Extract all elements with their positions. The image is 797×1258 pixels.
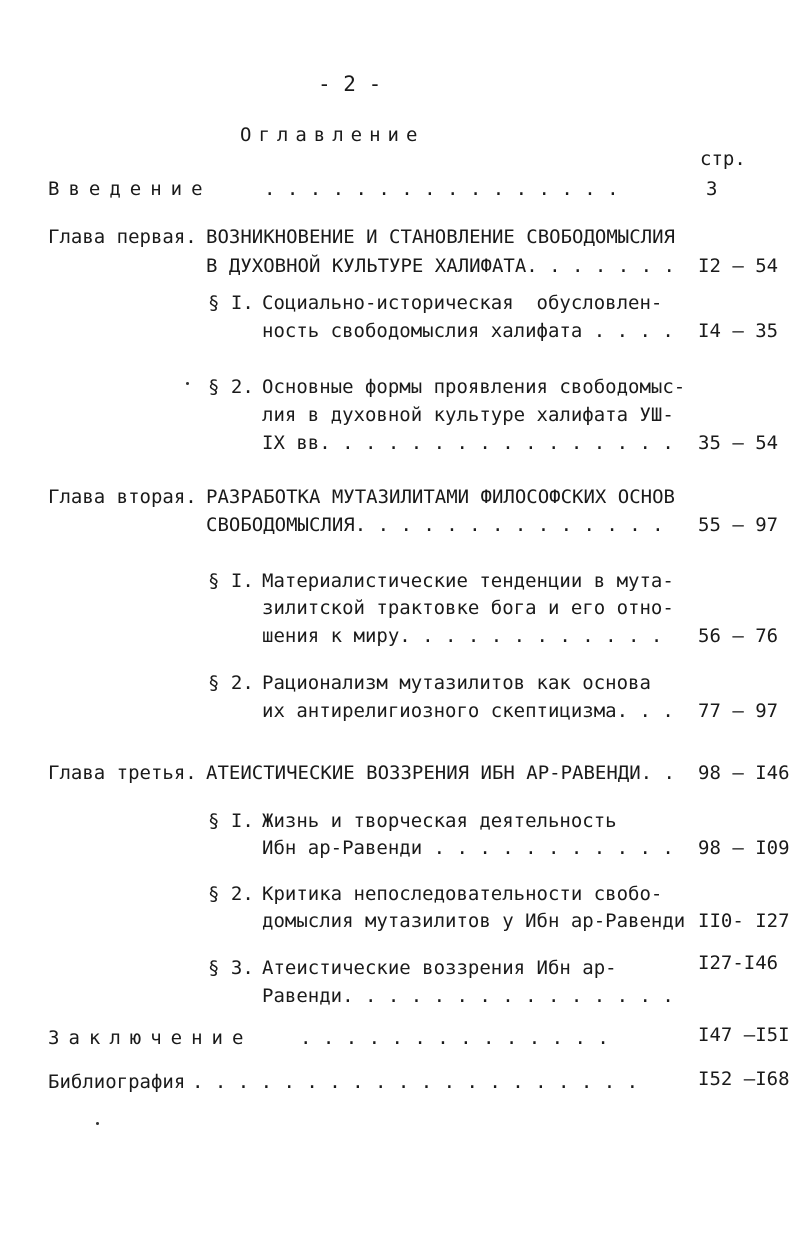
bibliography-pages: I52 –I68 xyxy=(698,1068,790,1090)
ch1-s2-line1: Основные формы проявления свободомыс- xyxy=(262,376,686,398)
intro-dots: . . . . . . . . . . . . . . . . xyxy=(264,178,619,200)
chapter-2-title-line1: РАЗРАБОТКА МУТАЗИЛИТАМИ ФИЛОСОФСКИХ ОСНОВ xyxy=(206,486,675,508)
ch2-s2-line1: Рационализм мутазилитов как основа xyxy=(262,672,651,694)
chapter-1-title-line2: В ДУХОВНОЙ КУЛЬТУРЕ ХАЛИФАТА. . . . . . . xyxy=(206,255,675,277)
chapter-3-pages: 98 – I46 xyxy=(698,762,790,784)
ch3-s1-line1: Жизнь и творческая деятельность xyxy=(262,810,617,832)
intro-pages: 3 xyxy=(706,178,718,200)
ch3-s3-pages: I27-I46 xyxy=(698,952,779,974)
conclusion-dots: . . . . . . . . . . . . . . xyxy=(300,1027,609,1049)
ch2-s1-line1: Материалистические тенденции в мута- xyxy=(262,570,674,592)
chapter-1-label: Глава первая. xyxy=(48,226,197,248)
ch3-s2-line2: домыслия мутазилитов у Ибн ар-Равенди xyxy=(262,910,686,932)
chapter-1-title-line1: ВОЗНИКНОВЕНИЕ И СТАНОВЛЕНИЕ СВОБОДОМЫСЛИЯ xyxy=(206,226,675,248)
scan-speck xyxy=(96,1122,99,1125)
bibliography-label: Библиография xyxy=(48,1071,186,1093)
intro-label: Введение xyxy=(48,178,212,200)
ch1-s2-line2: лия в духовной культуре халифата УШ- xyxy=(262,404,674,426)
ch2-s1-number: § I. xyxy=(208,570,254,592)
scan-speck xyxy=(186,382,189,385)
ch2-s2-number: § 2. xyxy=(208,672,254,694)
ch2-s1-pages: 56 – 76 xyxy=(698,625,779,647)
ch3-s2-line1: Критика непоследовательности свобо- xyxy=(262,883,663,905)
ch2-s1-line3: шения к миру. . . . . . . . . . . . xyxy=(262,625,663,647)
page-number: - 2 - xyxy=(318,72,382,96)
chapter-2-label: Глава вторая. xyxy=(48,486,197,508)
chapter-1-pages: I2 – 54 xyxy=(698,255,779,277)
ch3-s1-pages: 98 – I09 xyxy=(698,837,790,859)
bibliography-dots: . . . . . . . . . . . . . . . . . . . . xyxy=(192,1071,639,1093)
ch1-s1-line1: Социально-историческая обусловлен- xyxy=(262,292,663,314)
ch2-s2-pages: 77 – 97 xyxy=(698,700,779,722)
ch3-s3-line2: Равенди. . . . . . . . . . . . . . . xyxy=(262,985,674,1007)
ch1-s2-line3: IX вв. . . . . . . . . . . . . . . . xyxy=(262,432,674,454)
chapter-2-title-line2: СВОБОДОМЫСЛИЯ. . . . . . . . . . . . . . xyxy=(206,514,664,536)
ch1-s1-line2: ность свободомыслия халифата . . . . xyxy=(262,320,674,342)
conclusion-label: Заключение xyxy=(48,1027,253,1049)
conclusion-pages: I47 –I5I xyxy=(698,1024,790,1046)
ch3-s2-pages: II0- I27 xyxy=(698,910,790,932)
page-column-header: стр. xyxy=(700,148,746,170)
ch2-s2-line2: их антирелигиозного скептицизма. . . xyxy=(262,700,674,722)
chapter-3-title-line1: АТЕИСТИЧЕСКИЕ ВОЗЗРЕНИЯ ИБН АР-РАВЕНДИ. . xyxy=(206,762,675,784)
ch3-s2-number: § 2. xyxy=(208,883,254,905)
toc-title: Оглавление xyxy=(240,124,425,146)
ch2-s1-line2: зилитской трактовке бога и его отно- xyxy=(262,597,674,619)
ch3-s1-number: § I. xyxy=(208,810,254,832)
chapter-2-pages: 55 – 97 xyxy=(698,514,779,536)
chapter-3-label: Глава третья. xyxy=(48,762,197,784)
ch1-s2-number: § 2. xyxy=(208,376,254,398)
ch3-s3-line1: Атеистические воззрения Ибн ар- xyxy=(262,957,617,979)
ch3-s1-line2: Ибн ар-Равенди . . . . . . . . . . . xyxy=(262,837,674,859)
ch1-s1-number: § I. xyxy=(208,292,254,314)
ch1-s1-pages: I4 – 35 xyxy=(698,320,779,342)
ch1-s2-pages: 35 – 54 xyxy=(698,432,779,454)
ch3-s3-number: § 3. xyxy=(208,957,254,979)
